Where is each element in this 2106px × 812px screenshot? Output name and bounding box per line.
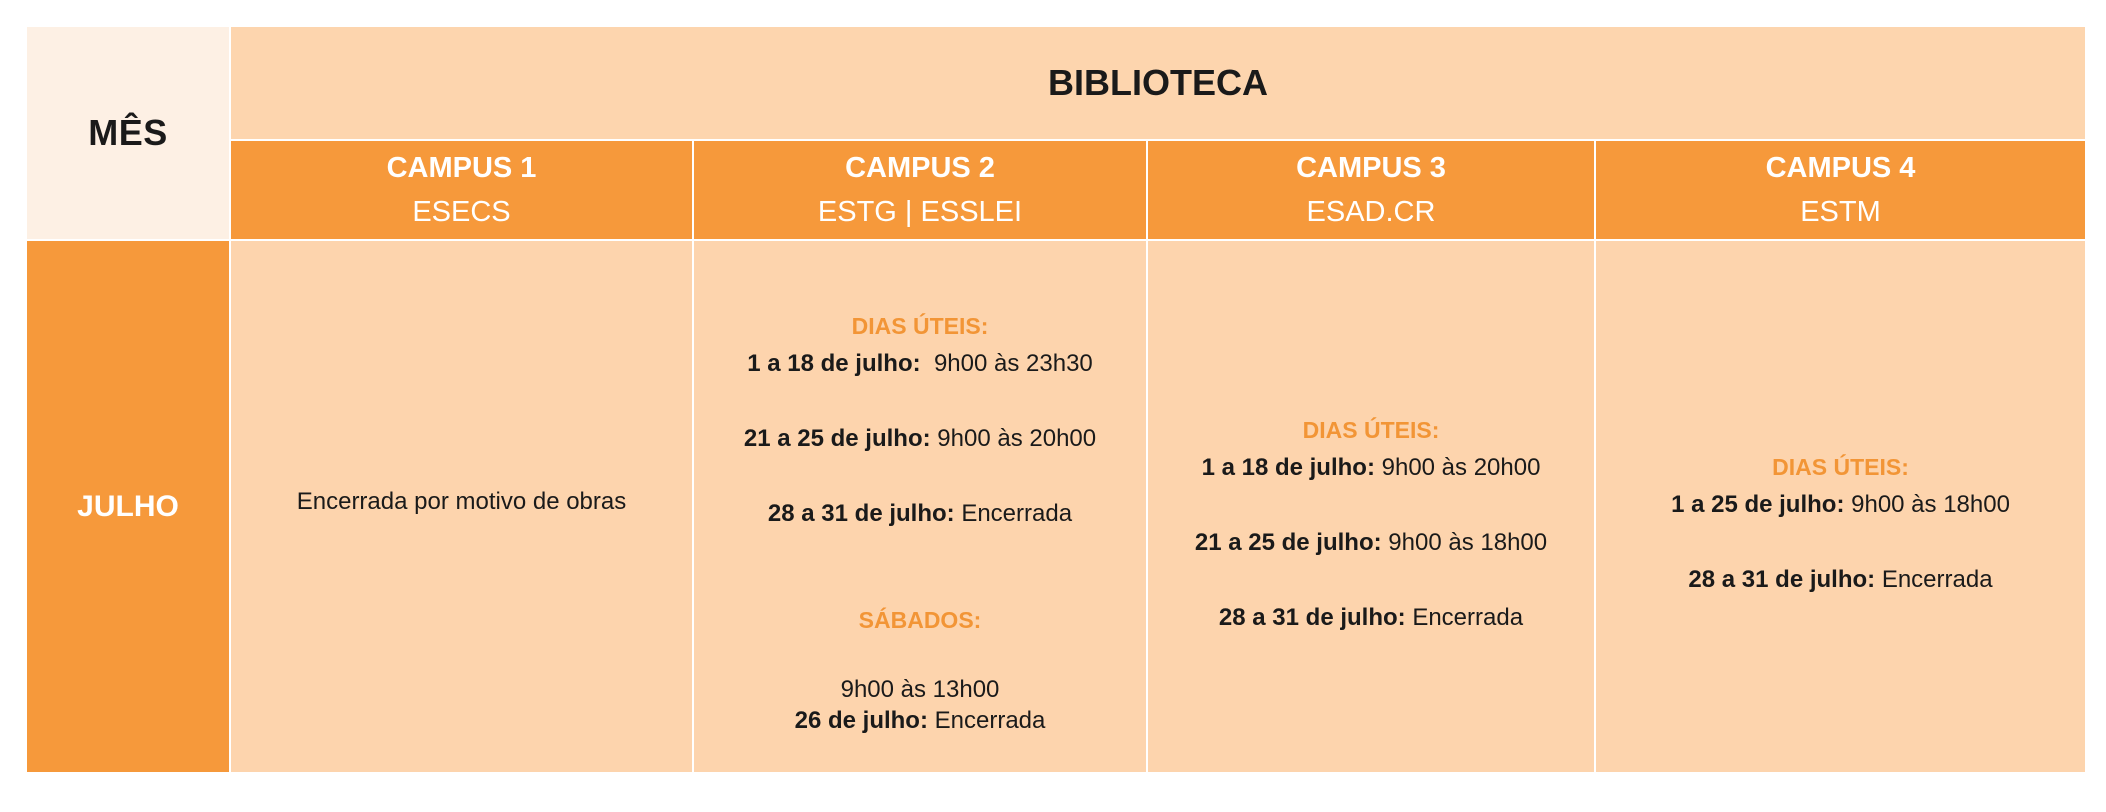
campus-4-hours	[1595, 240, 2086, 773]
schedule-line	[1148, 527, 1594, 558]
saturdays-title: SÁBADOS:	[858, 607, 982, 633]
schedule-dates: 1 a 25 de julho:	[1671, 491, 1845, 518]
month-label: JULHO	[77, 489, 179, 523]
schedule-line	[1596, 489, 2085, 520]
library-schedule-table	[25, 25, 2087, 774]
campus-name: CAMPUS 3	[1296, 152, 1446, 184]
schedule-dates: 28 a 31 de julho:	[1688, 566, 1876, 593]
campus-school: ESECS	[412, 196, 511, 228]
weekdays-title: DIAS ÚTEIS:	[851, 313, 989, 339]
schedule-hours: Encerrada	[927, 707, 1046, 734]
title-row	[26, 26, 2086, 140]
schedule-dates: 1 a 18 de julho:	[747, 350, 921, 377]
schedule-line	[694, 348, 1146, 379]
schedule-hours: 9h00 às 20h00	[1374, 453, 1541, 481]
weekdays-title: DIAS ÚTEIS:	[1302, 416, 1440, 443]
campus-3-header	[1147, 140, 1595, 240]
july-row	[26, 240, 2086, 773]
campus-school: ESTM	[1800, 196, 1881, 228]
schedule-hours: Encerrada	[954, 500, 1073, 527]
campus-4-header	[1595, 140, 2086, 240]
campus-school: ESTG | ESSLEI	[817, 196, 1023, 228]
campus-school: ESAD.CR	[1306, 196, 1436, 228]
schedule-hours: Encerrada	[1875, 566, 1993, 593]
schedule-line	[694, 705, 1146, 736]
campus-3-hours	[1147, 240, 1595, 773]
campus-2-hours	[693, 240, 1147, 773]
schedule-hours: 9h00 às 23h30	[920, 350, 1093, 377]
campus-1-header	[230, 140, 693, 240]
schedule-hours: 9h00 às 20h00	[930, 425, 1097, 452]
month-column-header	[26, 26, 230, 240]
schedule-hours: 9h00 às 18h00	[1381, 528, 1548, 556]
schedule-line	[694, 498, 1146, 529]
schedule-dates: 21 a 25 de julho:	[1194, 528, 1382, 556]
month-header-label: MÊS	[88, 112, 168, 153]
schedule-dates: 28 a 31 de julho:	[767, 500, 955, 527]
schedule-line	[1596, 564, 2085, 595]
schedule-line	[694, 423, 1146, 454]
schedule-hours: Encerrada	[1405, 603, 1524, 631]
schedule-dates: 21 a 25 de julho:	[743, 425, 931, 452]
page-title: BIBLIOTECA	[1048, 62, 1268, 103]
campus-2-header	[693, 140, 1147, 240]
schedule-dates: 1 a 18 de julho:	[1201, 453, 1375, 481]
campus-name: CAMPUS 4	[1765, 152, 1916, 184]
campus-name: CAMPUS 1	[386, 152, 537, 184]
campus-name: CAMPUS 2	[845, 152, 995, 184]
campus-1-hours	[230, 240, 693, 773]
closure-notice: Encerrada por motivo de obras	[296, 488, 627, 515]
weekdays-title: DIAS ÚTEIS:	[1772, 454, 1909, 480]
schedule-line	[1148, 602, 1594, 633]
schedule-line	[1148, 452, 1594, 483]
schedule-dates: 28 a 31 de julho:	[1218, 603, 1406, 631]
saturday-hours: 9h00 às 13h00	[840, 676, 1000, 703]
library-title-cell	[230, 26, 2086, 140]
schedule-dates: 26 de julho:	[794, 707, 928, 734]
schedule-hours: 9h00 às 18h00	[1844, 491, 2010, 518]
campus-header-row	[26, 140, 2086, 240]
month-cell	[26, 240, 230, 773]
